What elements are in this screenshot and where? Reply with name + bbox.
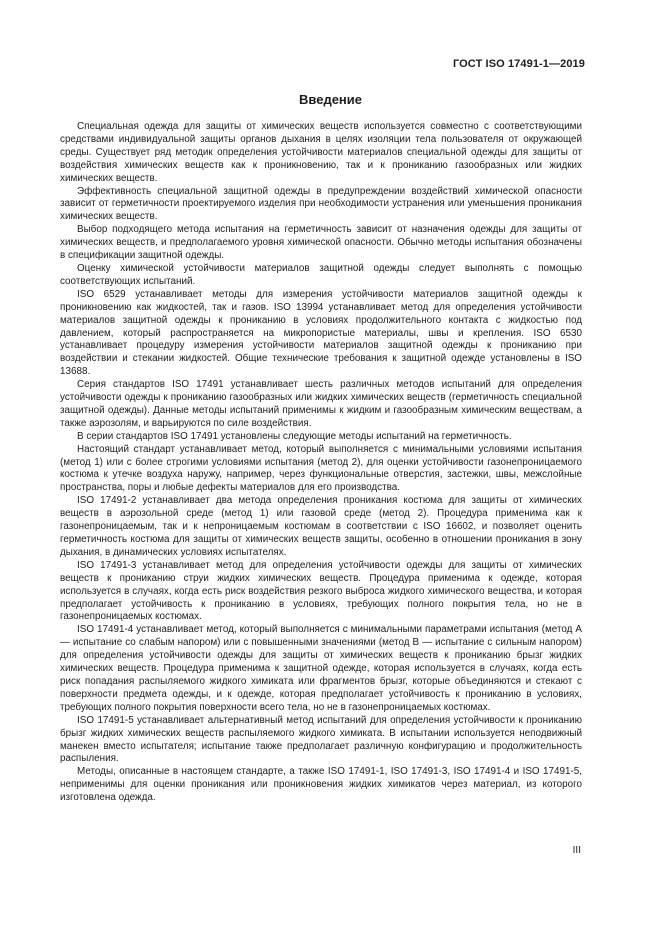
paragraph: Эффективность специальной защитной одежды в предупреждении воздействий химической опасности зависит от герметичности проектируемого изделия при необходимости устранения или уменьшения проникания химических веществ.	[60, 185, 582, 223]
paragraph: ISO 17491-3 устанавливает метод для определения устойчивости одежды для защиты от химических веществ к прониканию струи жидких химических веществ. Процедура применима к одежде, которая используется в случаях, когда есть риск воздействия резкого выброса жидкого химического вещества, и которая предполагает устойчивость к прониканию в условиях, требующих полного покрытия тела, но не в газонепроницаемых костюмах.	[60, 559, 582, 623]
section-title: Введение	[299, 92, 362, 107]
paragraph: ISO 17491-4 устанавливает метод, который выполняется с минимальными параметрами испытания (метод А — испытание со слабым напором) или с повышенными значениями (метод В — испытание с сильным напором) для определения устойчивости одежды для защиты от химических веществ к прониканию брызг жидких химических веществ. Процедура применима к защитной одежде, которая используется в случаях, когда есть риск попадания распыляемого жидкого химиката или фрагментов брызг, которые объединяются и стекают с поверхности предмета одежды, и к одежде, которая предполагает устойчивость к прониканию в условиях, требующих полного покрытия поверхности всего тела, но не в газонепроницаемых костюмах.	[60, 624, 582, 713]
paragraph: Методы, описанные в настоящем стандарте, а также ISO 17491-1, ISO 17491-3, ISO 17491-4 и ISO 17491-5, неприменимы для оценки проникания или проникновения жидких химикатов через материал, из которого изготовлена одежда.	[60, 766, 582, 804]
document-body	[60, 121, 582, 805]
paragraph: Специальная одежда для защиты от химических веществ используется совместно с соответствующими средствами индивидуальной защиты органов дыхания в целях изоляции тела пользователя от окружающей среды. Существует ряд методик определения устойчивости материалов специальной одежды для защиты от воздействия химических веществ как к проникновению, так и к прониканию газообразных или жидких химических веществ.	[60, 121, 582, 184]
document-header: ГОСТ ISO 17491-1—2019	[452, 58, 585, 70]
paragraph: ISO 17491-2 устанавливает два метода определения проникания костюма для защиты от химических веществ в аэрозольной среде (метод 1) или газовой среде (метод 2). Процедура применима как к газонепроницаемым, так и к непроницаемым костюмам в соответствии с ISO 16602, и позволяет оценить герметичность костюма для защиты от химических веществ защиты, особенно в отношении проникания в зону дыхания, в динамических условиях испытателях.	[60, 495, 582, 558]
page-number: III	[572, 845, 581, 856]
paragraph: Оценку химической устойчивости материалов защитной одежды следует выполнять с помощью соответствующих испытаний.	[60, 262, 582, 287]
paragraph: Серия стандартов ISO 17491 устанавливает шесть различных методов испытаний для определения устойчивости одежды к прониканию газообразных или жидких химических веществ (герметичность специальной защитной одежды). Данные методы испытаний применимы к жидким и газообразным химическим веществам, а также аэрозолям, и варьируются по силе воздействия.	[60, 379, 582, 429]
paragraph: В серии стандартов ISO 17491 установлены следующие методы испытаний на герметичность.	[77, 430, 512, 442]
paragraph: ISO 6529 устанавливает методы для измерения устойчивости материалов защитной одежды к проникновению как жидкостей, так и газов. ISO 13994 устанавливает метод для определения устойчивости материалов защитной одежды к прониканию в условиях продолжительного контакта с жидкостью под давлением, который распространяется на микропористые материалы, швы и крепления. ISO 6530 устанавливает процедуру измерения устойчивости материалов защитной одежды к прониканию при воздействии и стекании жидкостей. Общие технические требования к защитной одежде установлены в ISO 13688.	[60, 288, 582, 378]
paragraph: Выбор подходящего метода испытания на герметичность зависит от назначения одежды для защиты от химических веществ, и предполагаемого уровня химической опасности. Обычно методы испытания обозначены в спецификации защитной одежды.	[60, 224, 582, 262]
paragraph: ISO 17491-5 устанавливает альтернативный метод испытаний для определения устойчивости к прониканию брызг жидких химических веществ распыляемого жидкого химиката. В испытании используется неподвижный манекен вместо испытателя; испытание также предполагает различную конфигурацию и продолжительность распыления.	[60, 714, 582, 765]
paragraph: Настоящий стандарт устанавливает метод, который выполняется с минимальными условиями испытания (метод 1) или с более строгими условиями испытания (метод 2), для оценки устойчивости газонепроницаемого костюма к утечке воздуха наружу, например, через функциональные отверстия, застежки, швы, межслойные пространства, поры и любые дефекты материалов для его производства.	[60, 443, 582, 494]
